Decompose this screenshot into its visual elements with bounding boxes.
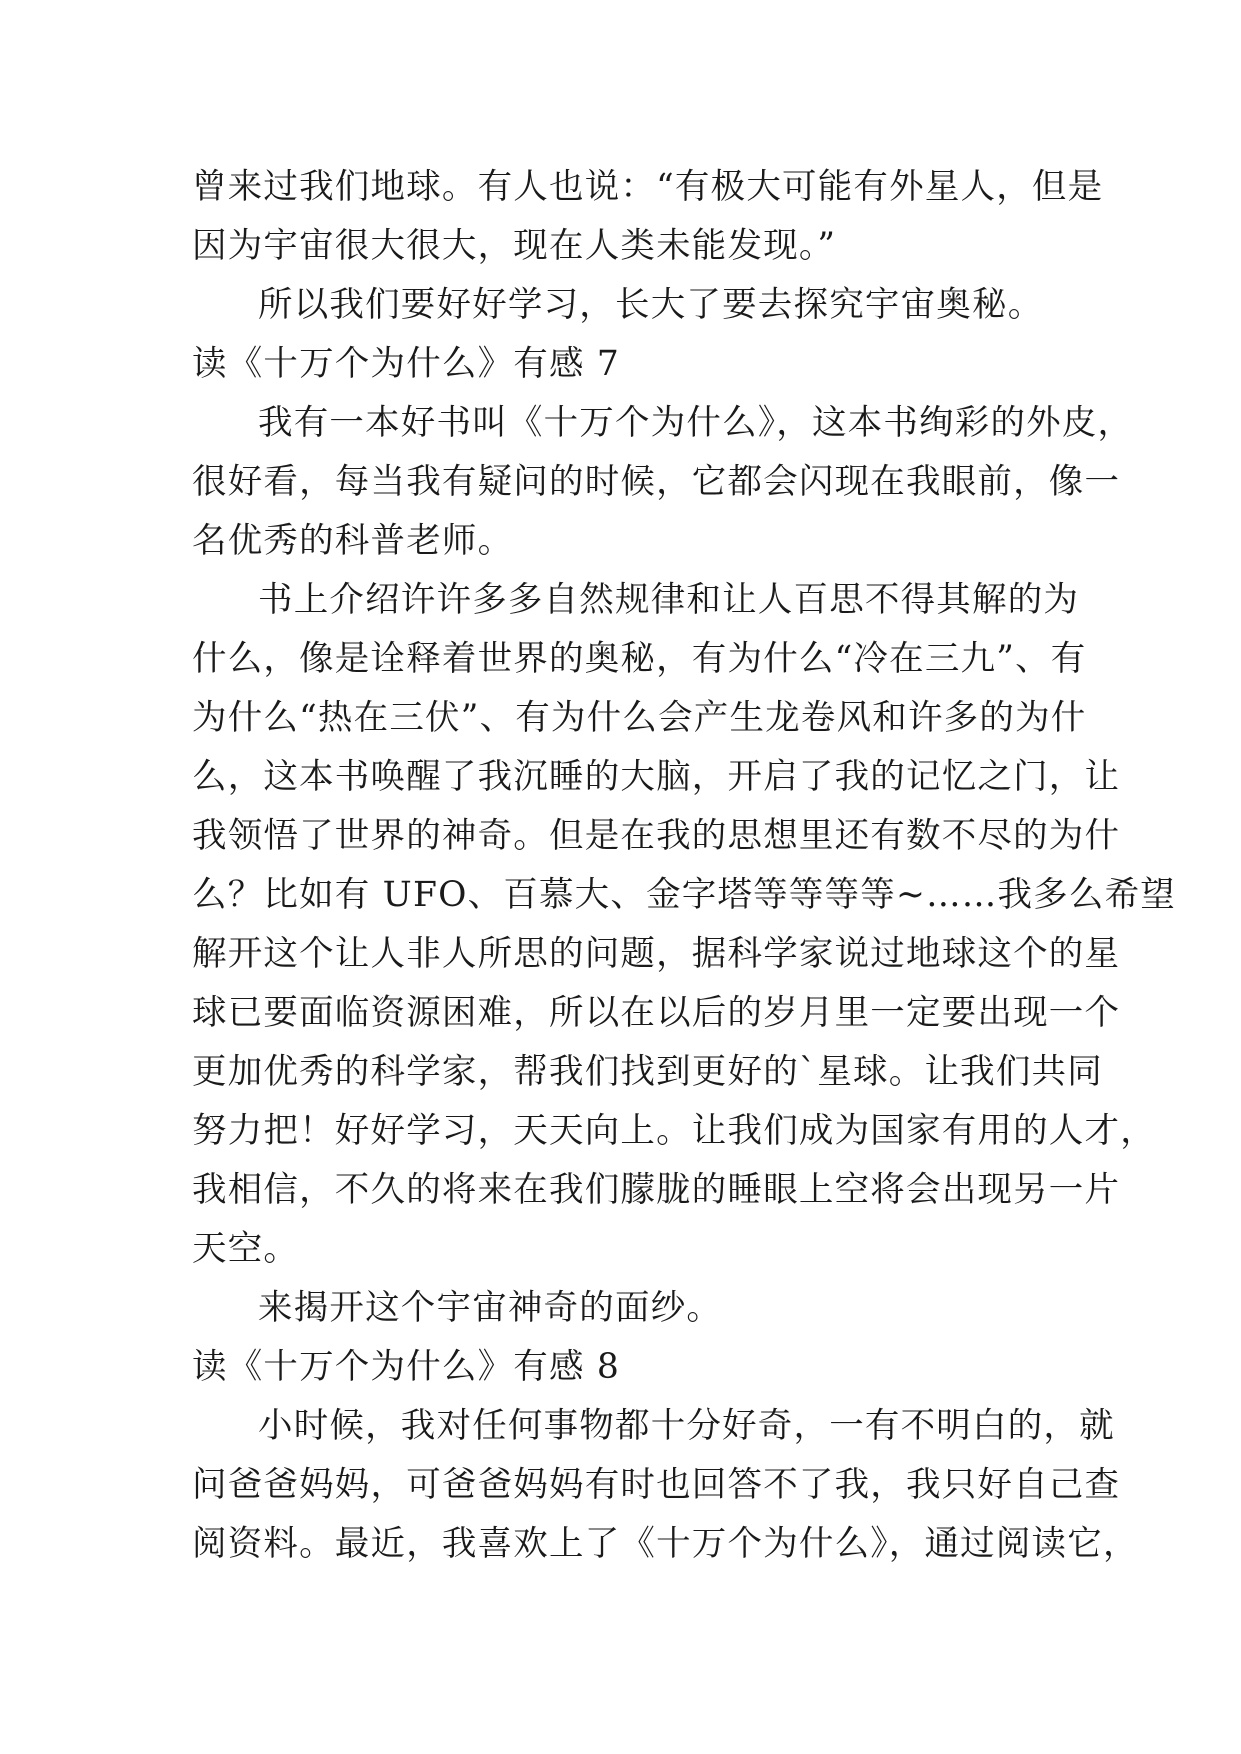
document-body	[192, 158, 1176, 1574]
text-line: 小时候，我对任何事物都十分好奇，一有不明白的，就	[258, 1406, 1115, 1446]
text-line: 我相信，不久的将来在我们朦胧的睡眼上空将会出现另一片	[192, 1170, 1121, 1210]
text-line: 名优秀的科普老师。	[192, 521, 514, 561]
text-line: 么？比如有 UFO、百慕大、金字塔等等等等~……我多么希望	[192, 875, 1176, 915]
text-line: 球已要面临资源困难，所以在以后的岁月里一定要出现一个	[192, 993, 1121, 1033]
text-line: 更加优秀的科学家，帮我们找到更好的`星球。让我们共同	[192, 1052, 1103, 1092]
text-line: 所以我们要好好学习，长大了要去探究宇宙奥秘。	[258, 285, 1044, 325]
text-line: 解开这个让人非人所思的问题，据科学家说过地球这个的星	[192, 934, 1121, 974]
text-line: 我有一本好书叫《十万个为什么》，这本书绚彩的外皮，	[258, 403, 1134, 443]
text-line: 什么，像是诠释着世界的奥秘，有为什么“冷在三九”、有	[192, 639, 1087, 679]
text-line: 阅资料。最近，我喜欢上了《十万个为什么》，通过阅读它，	[192, 1524, 1139, 1564]
section-heading: 读《十万个为什么》有感 8	[192, 1347, 621, 1387]
text-line: 书上介绍许许多多自然规律和让人百思不得其解的为	[258, 580, 1080, 620]
text-line: 很好看，每当我有疑问的时候，它都会闪现在我眼前，像一	[192, 462, 1121, 502]
text-line: 来揭开这个宇宙神奇的面纱。	[258, 1288, 723, 1328]
text-line: 我领悟了世界的神奇。但是在我的思想里还有数不尽的为什	[192, 816, 1121, 856]
section-heading: 读《十万个为什么》有感 7	[192, 344, 621, 384]
text-line: 天空。	[192, 1229, 300, 1269]
text-line: 努力把！好好学习，天天向上。让我们成为国家有用的人才，	[192, 1111, 1156, 1151]
text-line: 么，这本书唤醒了我沉睡的大脑，开启了我的记忆之门，让	[192, 757, 1121, 797]
text-line: 曾来过我们地球。有人也说：“有极大可能有外星人，但是	[192, 167, 1104, 207]
text-line: 为什么“热在三伏”、有为什么会产生龙卷风和许多的为什	[192, 698, 1087, 738]
text-line: 问爸爸妈妈，可爸爸妈妈有时也回答不了我，我只好自己查	[192, 1465, 1121, 1505]
text-line: 因为宇宙很大很大，现在人类未能发现。”	[192, 226, 837, 266]
